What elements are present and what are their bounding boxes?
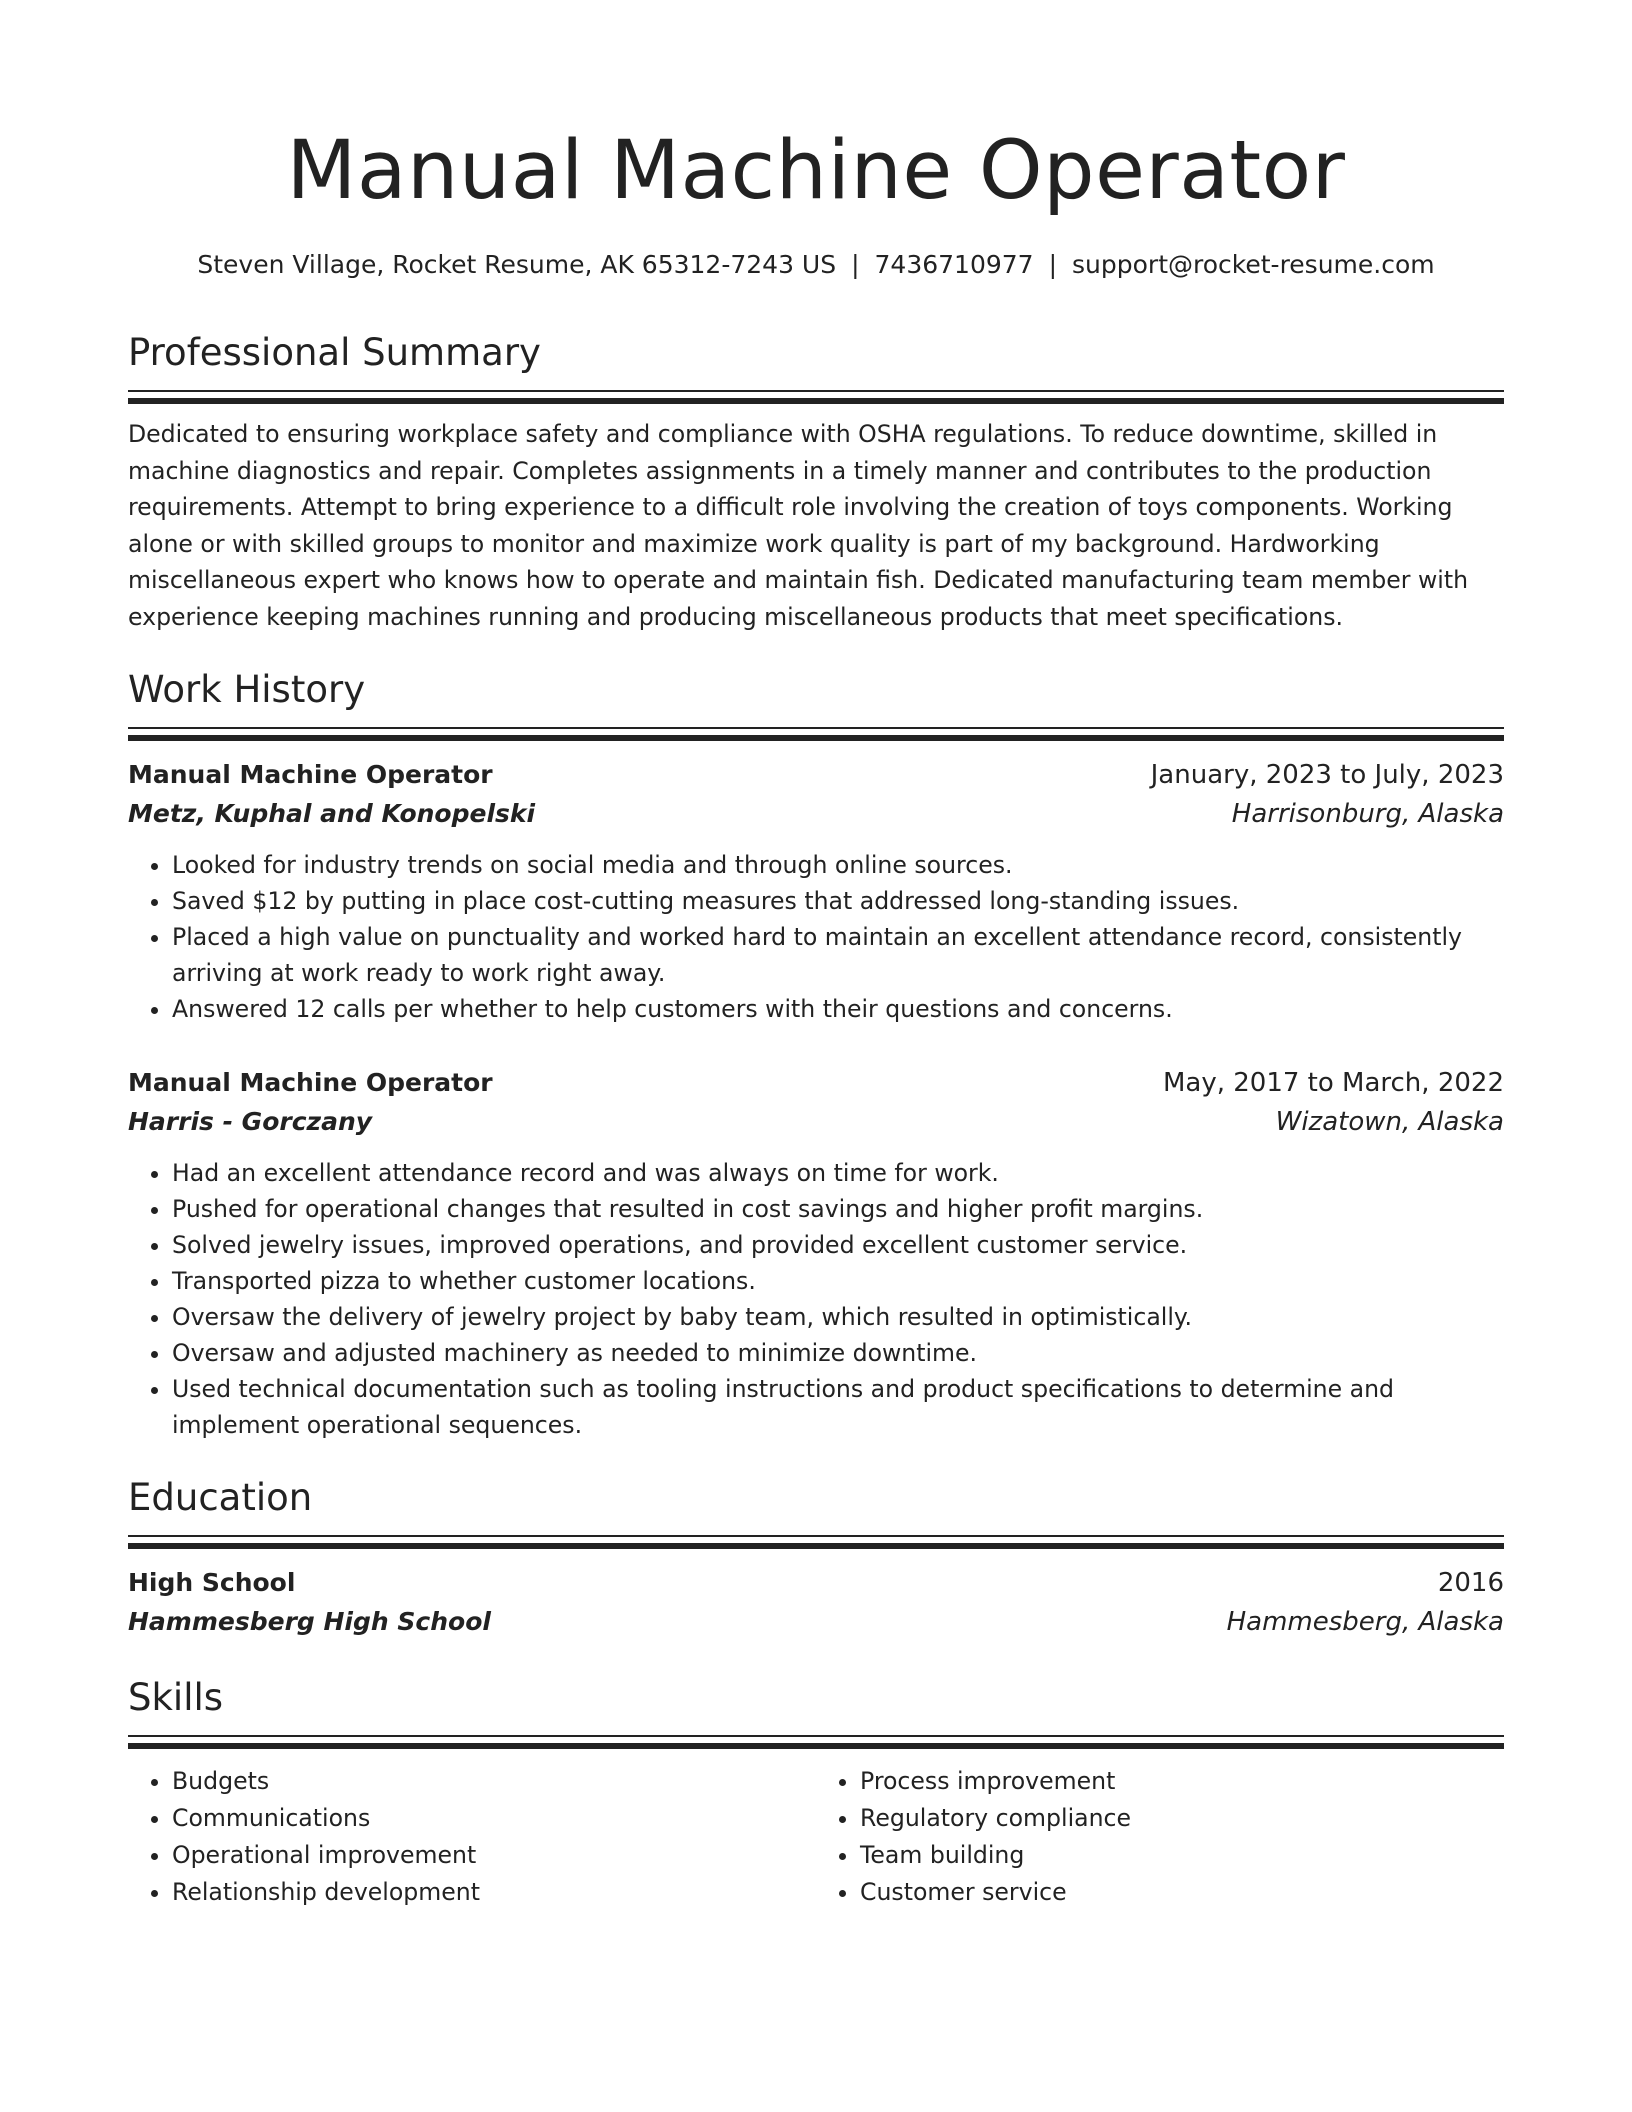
education-location: Hammesberg, Alaska <box>1226 1607 1504 1637</box>
skill-item: • Team building <box>860 1837 1504 1874</box>
job-bullet: • Saved $12 by putting in place cost-cutting measures that addressed long-standing issues. <box>172 883 1504 919</box>
section-divider <box>128 1735 1504 1749</box>
education-degree: High School <box>128 1568 296 1597</box>
section-divider <box>128 727 1504 741</box>
skill-item: • Regulatory compliance <box>860 1800 1504 1837</box>
job-bullets <box>128 1155 1504 1443</box>
job-dates: May, 2017 to March, 2022 <box>1162 1068 1504 1098</box>
job-entry <box>128 755 1504 1027</box>
resume-title: Manual Machine Operator <box>286 124 1346 218</box>
skills-heading: Skills <box>128 1676 224 1719</box>
skills-column-left <box>128 1763 816 1911</box>
skill-item: • Relationship development <box>172 1874 816 1911</box>
education-year: 2016 <box>1437 1568 1504 1598</box>
job-title: Manual Machine Operator <box>128 1068 493 1097</box>
contact-separator: | <box>851 250 860 279</box>
job-entry <box>128 1063 1504 1443</box>
job-location: Wizatown, Alaska <box>1275 1107 1504 1137</box>
summary-heading: Professional Summary <box>128 331 541 374</box>
job-company-row <box>128 1103 1504 1141</box>
job-bullet: • Transported pizza to whether customer locations. <box>172 1263 1504 1299</box>
contact-separator: | <box>1048 250 1058 279</box>
contact-address: Steven Village, Rocket Resume, AK 65312-7243 US <box>197 250 837 279</box>
section-divider <box>128 390 1504 404</box>
summary-text: Dedicated to ensuring workplace safety and compliance with OSHA regulations. To reduce downtime, skilled in machine diagnostics and repair. Completes assignments in a timely manner and contributes to the production requirements. Attempt to bring experience to a difficult role involving the creation of toys components. Working alone or with skilled groups to monitor and maximize work quality is part of my background. Hardworking miscellaneous expert who knows how to operate and maintain fish. Dedicated manufacturing team member with experience keeping machines running and producing miscellaneous products that meet specifications. <box>128 420 1469 631</box>
skill-item: • Budgets <box>172 1763 816 1800</box>
job-company: Harris - Gorczany <box>128 1107 373 1136</box>
job-bullet: • Solved jewelry issues, improved operations, and provided excellent customer service. <box>172 1227 1504 1263</box>
education-entry <box>128 1563 1504 1641</box>
skill-item: • Process improvement <box>860 1763 1504 1800</box>
section-divider <box>128 1535 1504 1549</box>
skill-item: • Communications <box>172 1800 816 1837</box>
job-bullet: • Pushed for operational changes that resulted in cost savings and higher profit margins. <box>172 1191 1504 1227</box>
skills-grid <box>128 1763 1504 1911</box>
education-section <box>128 1473 1504 1641</box>
skills-column-right <box>816 1763 1504 1911</box>
contact-phone: 7436710977 <box>874 250 1034 279</box>
job-bullet: • Oversaw and adjusted machinery as needed to minimize downtime. <box>172 1335 1504 1371</box>
skills-section <box>128 1673 1504 1911</box>
job-location: Harrisonburg, Alaska <box>1231 799 1504 829</box>
education-heading: Education <box>128 1476 313 1519</box>
job-header-row <box>128 755 1504 795</box>
job-company: Metz, Kuphal and Konopelski <box>128 799 536 828</box>
skill-item: • Operational improvement <box>172 1837 816 1874</box>
skill-item: • Customer service <box>860 1874 1504 1911</box>
job-bullets <box>128 847 1504 1027</box>
job-bullet: • Had an excellent attendance record and was always on time for work. <box>172 1155 1504 1191</box>
job-title: Manual Machine Operator <box>128 760 493 789</box>
education-header-row <box>128 1563 1504 1603</box>
job-bullet: • Placed a high value on punctuality and worked hard to maintain an excellent attendance record, consistently arriving at work ready to work right away. <box>172 919 1504 991</box>
contact-line <box>128 248 1504 282</box>
job-header-row <box>128 1063 1504 1103</box>
contact-email: support@rocket-resume.com <box>1072 250 1435 279</box>
summary-section <box>128 328 1504 635</box>
job-company-row <box>128 795 1504 833</box>
work-history-section <box>128 665 1504 1443</box>
education-school: Hammesberg High School <box>128 1607 491 1636</box>
job-dates: January, 2023 to July, 2023 <box>1150 760 1504 790</box>
job-bullet: • Answered 12 calls per whether to help customers with their questions and concerns. <box>172 991 1504 1027</box>
education-school-row <box>128 1603 1504 1641</box>
work-history-heading: Work History <box>128 668 366 711</box>
job-bullet: • Oversaw the delivery of jewelry project by baby team, which resulted in optimistically. <box>172 1299 1504 1335</box>
job-bullet: • Looked for industry trends on social media and through online sources. <box>172 847 1504 883</box>
job-bullet: • Used technical documentation such as tooling instructions and product specifications to determine and implement operational sequences. <box>172 1371 1504 1443</box>
